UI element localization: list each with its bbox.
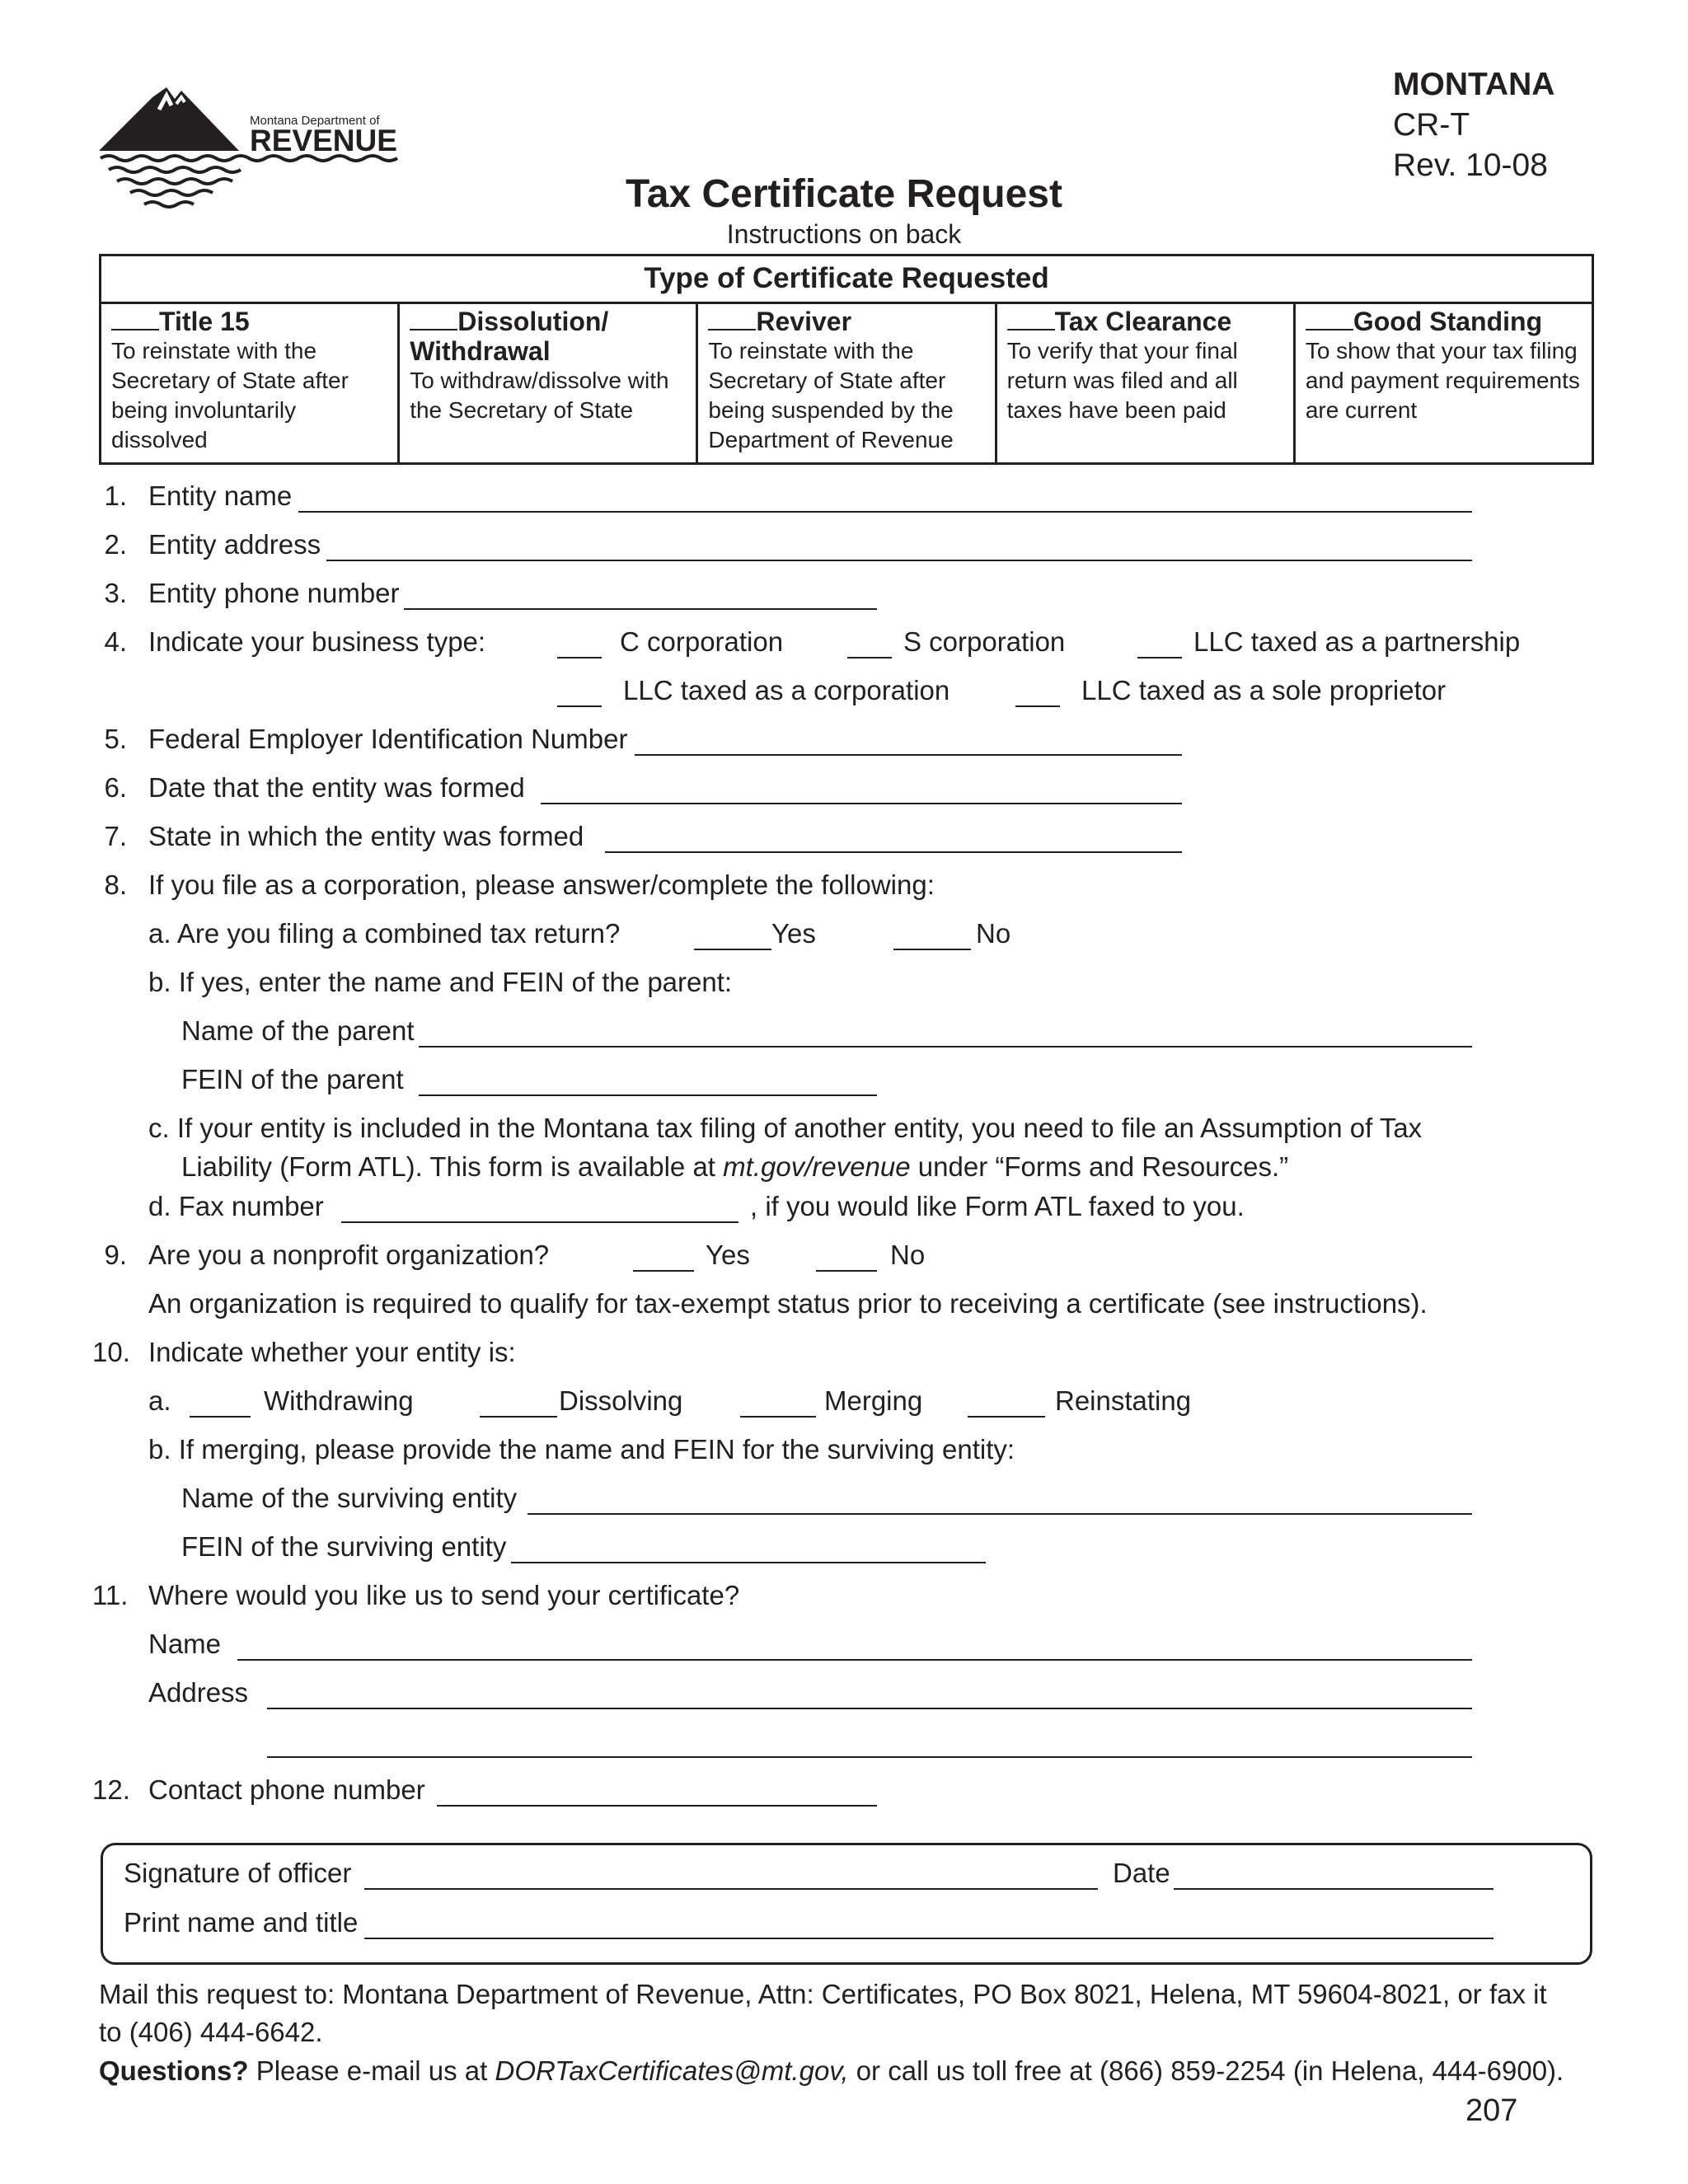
fein-field[interactable] (635, 754, 1182, 756)
checkbox-llc-corp[interactable] (557, 705, 602, 707)
label-parent-fein: FEIN of the parent (181, 1064, 404, 1094)
checkbox-line[interactable] (1007, 307, 1055, 330)
fax-number-field[interactable] (341, 1221, 738, 1223)
certificate-type-heading: Type of Certificate Requested (101, 256, 1592, 304)
checkbox-line[interactable] (111, 307, 159, 330)
label-fein: Federal Employer Identification Number (148, 724, 628, 754)
checkbox-reinstating[interactable] (968, 1416, 1045, 1418)
checkbox-combined-no[interactable] (893, 949, 971, 950)
q-number: 2. (104, 529, 127, 560)
contact-phone-field[interactable] (437, 1805, 877, 1807)
surviving-fein-field[interactable] (511, 1562, 986, 1563)
label-combined-return: a. Are you filing a combined tax return? (148, 918, 621, 949)
state-formed-field[interactable] (605, 851, 1182, 853)
date-field[interactable] (1174, 1888, 1493, 1890)
form-code: CR-T (1393, 107, 1470, 143)
label-entity-name: Entity name (148, 480, 293, 511)
option-dissolving: Dissolving (559, 1385, 683, 1416)
checkbox-nonprofit-yes[interactable] (633, 1270, 694, 1272)
email-link[interactable]: DORTaxCertificates@mt.gov, (495, 2055, 849, 2086)
parent-fein-field[interactable] (419, 1094, 877, 1096)
text-atl-info-2 (181, 1151, 1288, 1183)
surviving-name-field[interactable] (528, 1513, 1472, 1515)
footer-mail-line2: to (406) 444-6642. (99, 2017, 323, 2047)
certificate-type-box (99, 254, 1594, 465)
signature-field[interactable] (364, 1888, 1098, 1890)
cert-desc: To reinstate with the Secretary of State after being involuntarily dissolved (111, 338, 349, 452)
cert-title: Dissolution/ Withdrawal (410, 307, 609, 366)
date-formed-field[interactable] (541, 803, 1182, 804)
cert-title: Good Standing (1353, 307, 1543, 336)
checkbox-merging[interactable] (740, 1416, 816, 1418)
cert-desc: To verify that your final return was filed and all taxes have been paid (1006, 338, 1238, 423)
checkbox-combined-yes[interactable] (694, 949, 771, 950)
entity-name-field[interactable] (298, 511, 1472, 513)
label-surviving-name: Name of the surviving entity (181, 1483, 518, 1513)
questions-text-2: or call us toll free at (866) 859-2254 (in Helena, 444-6900). (848, 2055, 1564, 2086)
checkbox-dissolving[interactable] (480, 1416, 557, 1418)
option-no: No (976, 918, 1011, 949)
label-send-certificate: Where would you like us to send your certificate? (148, 1580, 740, 1610)
logo-line1: Montana Department of (250, 114, 380, 128)
checkbox-llc-sole[interactable] (1015, 705, 1060, 707)
q-number: 1. (104, 480, 127, 511)
label-date: Date (1113, 1858, 1170, 1888)
label-state-formed: State in which the entity was formed (148, 821, 584, 851)
q-number: 4. (104, 626, 127, 657)
q-number: 9. (104, 1240, 127, 1270)
option-llc-sole: LLC taxed as a sole proprietor (1081, 675, 1447, 705)
form-identifier (1393, 64, 1554, 185)
text-atl-info-1: c. If your entity is included in the Montana tax filing of another entity, you need to file an Assumption of Tax (148, 1113, 1423, 1143)
cert-desc: To reinstate with the Secretary of State after being suspended by the Department of Revenue (708, 338, 954, 452)
label-parent-name: Name of the parent (181, 1015, 415, 1046)
cert-desc: To withdraw/dissolve with the Secretary of State (410, 368, 669, 423)
label-entity-phone: Entity phone number (148, 578, 400, 608)
option-no: No (890, 1240, 926, 1270)
form-revision: Rev. 10-08 (1393, 148, 1548, 183)
checkbox-s-corp[interactable] (847, 657, 892, 658)
checkbox-line[interactable] (410, 307, 457, 330)
cert-option-title15[interactable] (101, 302, 400, 462)
page-number: 207 (1465, 2093, 1518, 2128)
label-date-formed: Date that the entity was formed (148, 772, 525, 803)
questions-label: Questions? (99, 2055, 249, 2086)
option-merging: Merging (824, 1385, 923, 1416)
label-signature: Signature of officer (124, 1858, 352, 1888)
checkbox-c-corp[interactable] (557, 657, 602, 658)
cert-desc: To show that your tax filing and payment requirements are current (1305, 338, 1580, 423)
questions-text-1: Please e-mail us at (248, 2055, 495, 2086)
cert-option-tax-clearance[interactable] (997, 302, 1296, 462)
q-number: 10. (92, 1337, 130, 1367)
cert-title: Title 15 (159, 307, 250, 336)
label-send-name: Name (148, 1629, 222, 1659)
q-number: 8. (104, 869, 127, 900)
parent-name-field[interactable] (419, 1046, 1472, 1047)
cert-option-reviver[interactable] (698, 302, 996, 462)
send-address-field-2[interactable] (267, 1756, 1472, 1758)
cert-title: Reviver (756, 307, 852, 336)
option-llc-corp: LLC taxed as a corporation (623, 675, 950, 705)
label-print-name: Print name and title (124, 1907, 359, 1938)
q-number: 12. (92, 1774, 130, 1805)
label-merging-info: b. If merging, please provide the name and FEIN for the surviving entity: (148, 1434, 1015, 1465)
label-send-address: Address (148, 1677, 249, 1708)
revenue-link[interactable]: mt.gov/revenue (723, 1151, 911, 1182)
logo-line2: REVENUE (250, 124, 397, 157)
text-nonprofit-note: An organization is required to qualify for tax-exempt status prior to receiving a certificate (see instructions). (148, 1288, 1428, 1319)
label-nonprofit: Are you a nonprofit organization? (148, 1240, 550, 1270)
label-10a: a. (148, 1385, 171, 1416)
label-contact-phone: Contact phone number (148, 1774, 425, 1805)
page-subtitle: Instructions on back (726, 219, 962, 249)
atl-text-a: Liability (Form ATL). This form is available at (181, 1151, 724, 1182)
cert-title: Tax Clearance (1054, 307, 1232, 336)
label-entity-address: Entity address (148, 529, 321, 560)
print-name-field[interactable] (364, 1938, 1493, 1939)
q-number: 3. (104, 578, 127, 608)
label-business-type: Indicate your business type: (148, 626, 486, 657)
label-entity-status: Indicate whether your entity is: (148, 1337, 516, 1367)
checkbox-line[interactable] (1306, 307, 1353, 330)
entity-address-field[interactable] (326, 560, 1472, 561)
option-c-corp: C corporation (620, 626, 784, 657)
send-address-field-1[interactable] (267, 1708, 1472, 1709)
option-s-corp: S corporation (903, 626, 1066, 657)
label-parent-info: b. If yes, enter the name and FEIN of the parent: (148, 967, 733, 997)
text-fax-note: , if you would like Form ATL faxed to you. (750, 1191, 1245, 1221)
checkbox-line[interactable] (708, 307, 756, 330)
footer-mail-line1: Mail this request to: Montana Department of Revenue, Attn: Certificates, PO Box 8021, Helena, MT 59604-8021, or fax it (99, 1979, 1547, 2009)
option-yes: Yes (706, 1240, 750, 1270)
entity-phone-field[interactable] (404, 608, 877, 610)
label-surviving-fein: FEIN of the surviving entity (181, 1531, 507, 1562)
option-reinstating: Reinstating (1055, 1385, 1192, 1416)
option-yes: Yes (771, 918, 816, 949)
q-number: 6. (104, 772, 127, 803)
checkbox-nonprofit-no[interactable] (816, 1270, 877, 1272)
q-number: 7. (104, 821, 127, 851)
cert-option-dissolution[interactable] (400, 302, 698, 462)
send-name-field[interactable] (237, 1659, 1472, 1661)
q-number: 11. (92, 1580, 129, 1610)
q-number: 5. (104, 724, 127, 754)
checkbox-llc-partnership[interactable] (1137, 657, 1182, 658)
checkbox-withdrawing[interactable] (190, 1416, 251, 1418)
option-withdrawing: Withdrawing (264, 1385, 414, 1416)
label-corporation-section: If you file as a corporation, please answer/complete the following: (148, 869, 935, 900)
cert-option-good-standing[interactable] (1296, 302, 1592, 462)
page-title: Tax Certificate Request (626, 172, 1062, 216)
label-fax-number: d. Fax number (148, 1191, 324, 1221)
footer-questions (99, 2055, 1564, 2088)
atl-text-c: under “Forms and Resources.” (910, 1151, 1289, 1182)
form-state: MONTANA (1393, 67, 1555, 102)
option-llc-partnership: LLC taxed as a partnership (1193, 626, 1521, 657)
